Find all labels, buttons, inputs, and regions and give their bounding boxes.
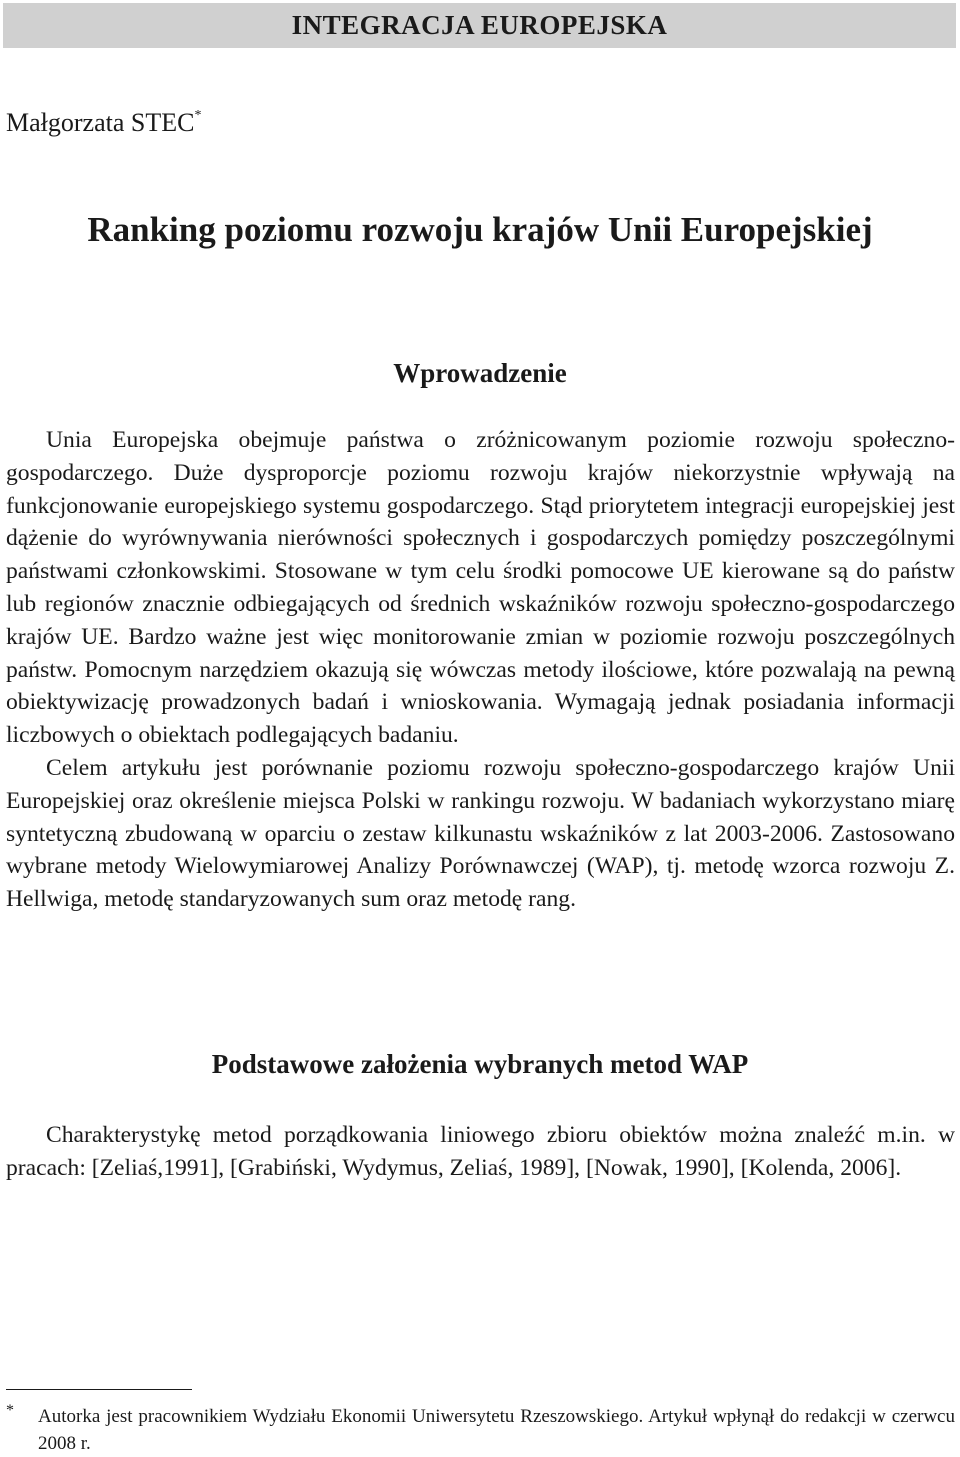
paragraph: Charakterystykę metod porządkowania liniowego zbioru obiektów można znaleźć m.in. w pracach: [Zeliaś,1991], [Grabiński, Wydymus, Zeliaś, 1989], [Nowak, 1990], [Kolenda, 2006]. [6, 1122, 955, 1181]
paragraph: Celem artykułu jest porównanie poziomu rozwoju społeczno-gospodarczego krajów Unii Europejskiej oraz określenie miejsca Polski w rankingu rozwoju. W badaniach wykorzystano miarę syntetyczną zbudowaną w oparciu o zestaw kilkunastu wskaźników z lat 2003-2006. Zastosowano wybrane metody Wielowymiarowej Analizy Porównawczej (WAP), tj. metodę wzorca rozwoju Z. Hellwiga, metodę standaryzowanych sum oraz metodę rang. [6, 754, 955, 913]
footnote-text: Autorka jest pracownikiem Wydziału Ekonomii Uniwersytetu Rzeszowskiego. Artykuł wpłynął do redakcji w czerwcu 2008 r. [38, 1406, 955, 1454]
footnote-divider [6, 1389, 192, 1390]
author-footnote-mark: * [194, 108, 202, 123]
section-heading-introduction: Wprowadzenie [393, 358, 567, 388]
article-title: Ranking poziomu rozwoju krajów Unii Europejskiej [87, 210, 873, 249]
footnote-mark: * [6, 1402, 14, 1419]
paragraph: Unia Europejska obejmuje państwa o zróżnicowanym poziomie rozwoju społeczno-gospodarczego. Duże dysproporcje poziomu rozwoju krajów niekorzystnie wpływają na funkcjonowanie europejskiego systemu gospodarczego. Stąd priorytetem integracji europejskiej jest dążenie do wyrównywania nierówności społecznych i gospodarczych pomiędzy poszczególnymi państwami członkowskimi. Stosowane w tym celu środki pomocowe UE kierowane są do państw lub regionów znacznie odbiegających od średnich wskaźników rozwoju społeczno-gospodarczego krajów UE. Bardzo ważne jest więc monitorowanie zmian w poziomie rozwoju poszczególnych państw. Pomocnym narzędziem okazują się wówczas metody ilościowe, które pozwalają na pewną obiektywizację prowadzonych badań i wnioskowania. Wymagają jednak posiadania informacji liczbowych o obiektach podlegających badaniu. [6, 427, 955, 749]
introduction-body [6, 424, 955, 916]
methods-body [6, 1119, 955, 1185]
section-header [3, 3, 956, 48]
author-name: Małgorzata STEC [6, 108, 195, 137]
section-heading-methods: Podstawowe założenia wybranych metod WAP [211, 1049, 749, 1079]
footnote [6, 1403, 955, 1457]
section-header-label: INTEGRACJA EUROPEJSKA [291, 10, 668, 40]
author-line [6, 108, 201, 138]
